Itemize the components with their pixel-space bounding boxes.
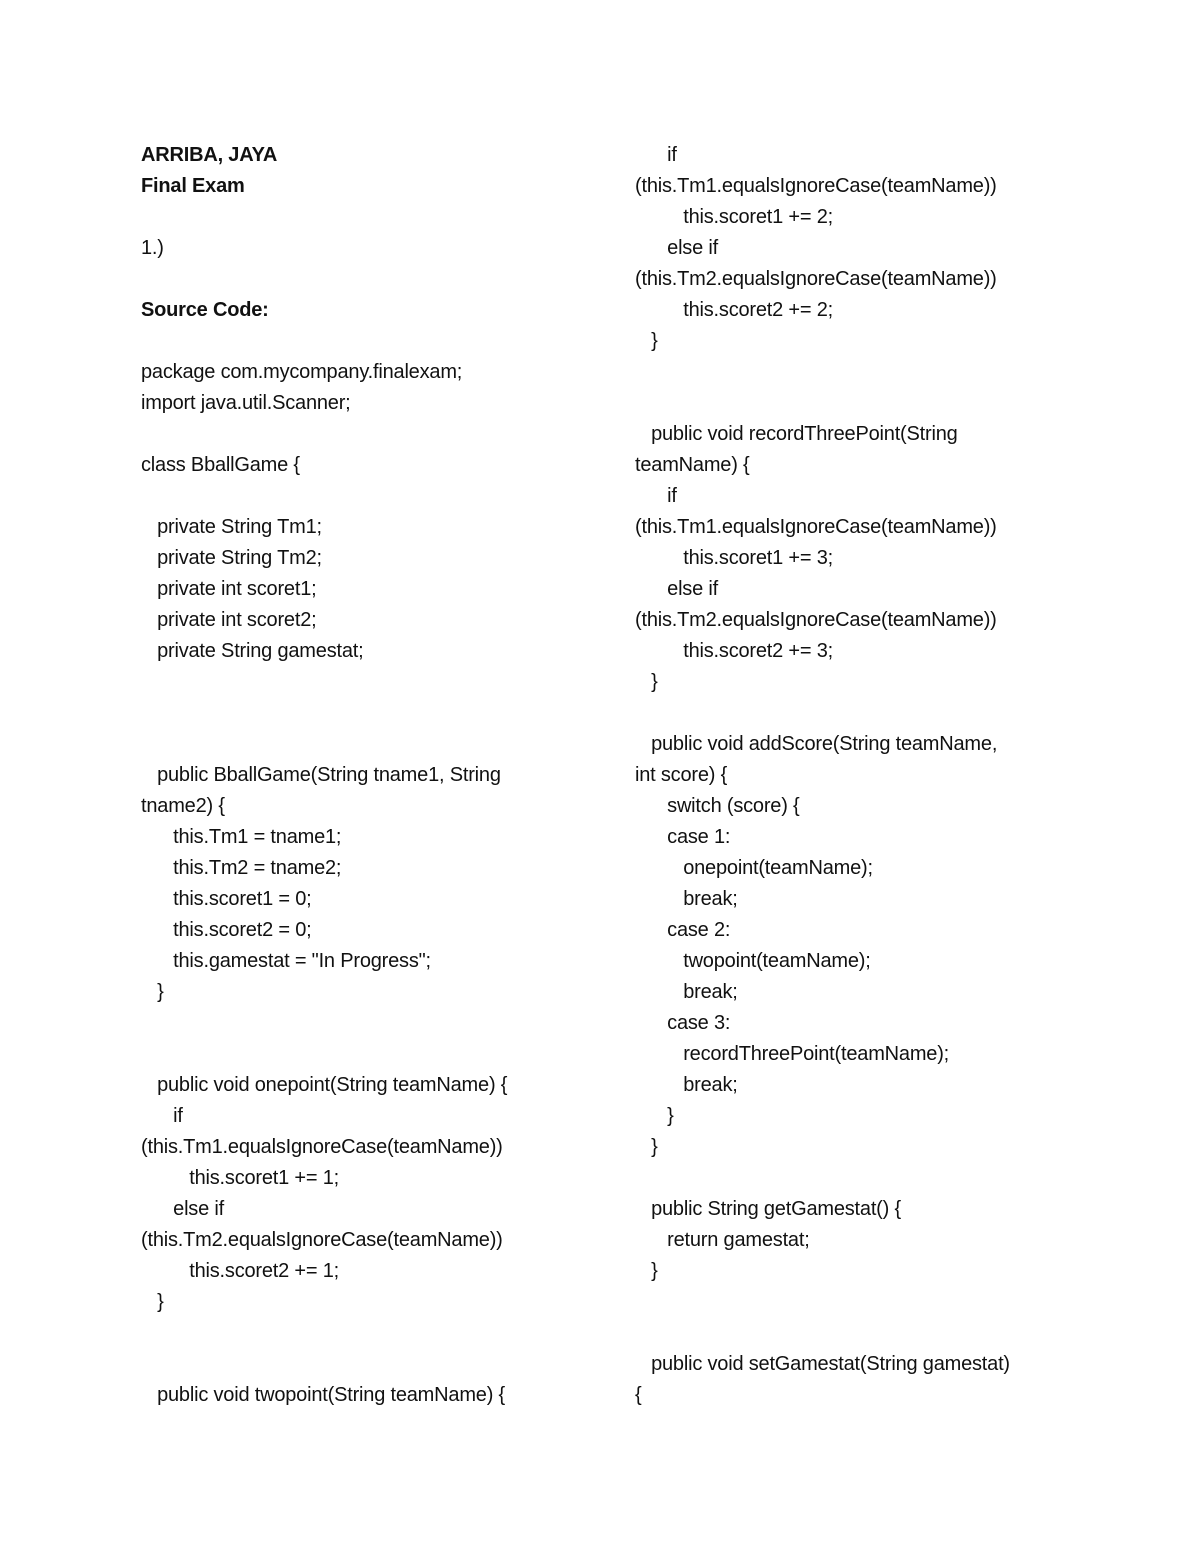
blank-line [141,264,591,295]
left-code-line: tname2) { [141,795,225,817]
right-code-line: break; [635,981,738,1003]
blank-line [141,326,591,357]
blank-line [141,1349,591,1380]
left-column [141,140,591,1411]
blank-line [635,1163,1095,1194]
right-code-line: break; [635,888,738,910]
author-name: ARRIBA, JAYA [141,144,278,166]
blank-line [141,729,591,760]
right-code-line: this.scoret2 += 2; [635,299,834,321]
right-code-line: this.scoret2 += 3; [635,640,834,662]
left-code-line: this.Tm1 = tname1; [141,826,342,848]
right-code-line: else if [635,237,718,259]
right-code-line: (this.Tm1.equalsIgnoreCase(teamName)) [635,175,997,197]
right-code-line: public void recordThreePoint(String [635,423,958,445]
left-code-line: import java.util.Scanner; [141,392,351,414]
right-code-line: public void setGamestat(String gamestat) [635,1353,1010,1375]
right-code-line: (this.Tm1.equalsIgnoreCase(teamName)) [635,516,997,538]
right-code-line: return gamestat; [635,1229,810,1251]
blank-line [635,1318,1095,1349]
left-code-line: public void twopoint(String teamName) { [141,1384,505,1406]
right-code-line: switch (score) { [635,795,800,817]
blank-line [635,357,1095,388]
right-code-line: { [635,1384,642,1406]
exam-title: Final Exam [141,175,245,197]
right-code-line: onepoint(teamName); [635,857,873,879]
right-code-line: recordThreePoint(teamName); [635,1043,950,1065]
right-code-line: case 1: [635,826,731,848]
right-code-line: case 3: [635,1012,731,1034]
right-code-line: teamName) { [635,454,750,476]
blank-line [635,1287,1095,1318]
left-code-line: public BballGame(String tname1, String [141,764,501,786]
left-code-line: this.scoret1 = 0; [141,888,312,910]
right-code-line: } [635,671,658,693]
blank-line [141,1008,591,1039]
left-code-line: this.scoret1 += 1; [141,1167,340,1189]
left-code-line: private String Tm2; [141,547,322,569]
right-code-line: if [635,485,677,507]
right-code-line: (this.Tm2.equalsIgnoreCase(teamName)) [635,268,997,290]
right-code-line: } [635,1105,674,1127]
right-code-line: public void addScore(String teamName, [635,733,998,755]
right-code-line: else if [635,578,718,600]
left-code-line: else if [141,1198,224,1220]
left-code-line: public void onepoint(String teamName) { [141,1074,508,1096]
blank-line [141,698,591,729]
right-code-line: } [635,1260,658,1282]
right-code-line: case 2: [635,919,731,941]
left-code-line: } [141,981,164,1003]
blank-line [141,202,591,233]
left-code-line: } [141,1291,164,1313]
right-code-line: if [635,144,677,166]
blank-line [635,698,1095,729]
left-code-line: private String gamestat; [141,640,364,662]
blank-line [141,481,591,512]
right-code-line: (this.Tm2.equalsIgnoreCase(teamName)) [635,609,997,631]
right-code-line: this.scoret1 += 2; [635,206,834,228]
right-code-line: this.scoret1 += 3; [635,547,834,569]
right-code-line: break; [635,1074,738,1096]
left-code-line: (this.Tm2.equalsIgnoreCase(teamName)) [141,1229,503,1251]
left-code-line: package com.mycompany.finalexam; [141,361,463,383]
left-code-line: this.scoret2 += 1; [141,1260,340,1282]
right-code-line: } [635,1136,658,1158]
right-code-line: int score) { [635,764,728,786]
left-code-line: this.Tm2 = tname2; [141,857,342,879]
item-number: 1.) [141,237,164,259]
left-code-line: class BballGame { [141,454,300,476]
blank-line [141,1318,591,1349]
right-code-line: twopoint(teamName); [635,950,871,972]
left-code-line: private int scoret2; [141,609,317,631]
left-code-line: (this.Tm1.equalsIgnoreCase(teamName)) [141,1136,503,1158]
left-code-line: private int scoret1; [141,578,317,600]
blank-line [141,419,591,450]
blank-line [635,388,1095,419]
section-heading: Source Code: [141,299,269,321]
right-code-line: } [635,330,658,352]
left-code-line: this.scoret2 = 0; [141,919,312,941]
right-code-line: public String getGamestat() { [635,1198,901,1220]
left-code-line: this.gamestat = "In Progress"; [141,950,431,972]
blank-line [141,1039,591,1070]
right-column [635,140,1095,1411]
left-code-line: private String Tm1; [141,516,322,538]
left-code-line: if [141,1105,183,1127]
blank-line [141,667,591,698]
